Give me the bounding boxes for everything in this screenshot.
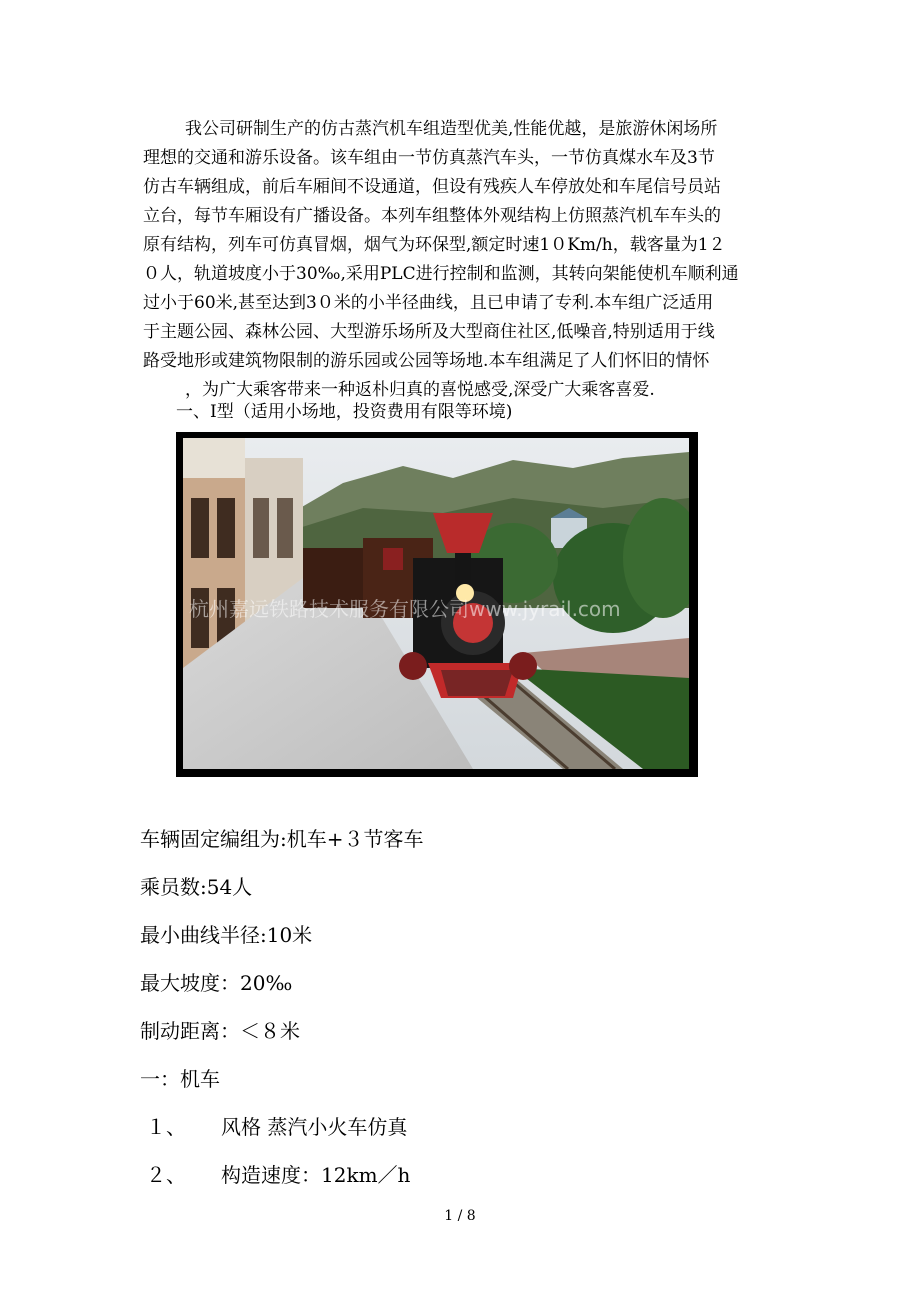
intro-line: 路受地形或建筑物限制的游乐园或公园等场地.本车组满足了人们怀旧的情怀	[143, 351, 710, 371]
list-item-number: ２、	[146, 1163, 186, 1187]
intro-line: 立台，每节车厢设有广播设备。本列车组整体外观结构上仿照蒸汽机车车头的	[143, 206, 721, 226]
spec-max-slope: 最大坡度：20‰	[140, 971, 293, 995]
spec-min-radius: 最小曲线半径:10米	[140, 923, 313, 947]
intro-line: 仿古车辆组成，前后车厢间不设通道，但设有残疾人车停放处和车尾信号员站	[143, 177, 721, 197]
locomotive-heading: 一：机车	[140, 1067, 220, 1091]
intro-line: 原有结构，列车可仿真冒烟，烟气为环保型,额定时速1０Km/h，载客量为1２	[143, 235, 726, 255]
train-photo-frame	[176, 432, 698, 777]
intro-line: ，为广大乘客带来一种返朴归真的喜悦感受,深受广大乘客喜爱.	[185, 380, 655, 400]
page-number: 1 / 8	[444, 1208, 476, 1224]
photo-watermark: 杭州嘉远铁路技术服务有限公司www.jyrail.com	[189, 597, 621, 621]
list-item-value: 构造速度：12km／h	[221, 1163, 411, 1187]
intro-line: 我公司研制生产的仿古蒸汽机车组造型优美,性能优越，是旅游休闲场所	[185, 119, 718, 139]
intro-paragraph	[143, 115, 783, 405]
list-item-number: １、	[146, 1115, 186, 1139]
spec-composition: 车辆固定编组为:机车+３节客车	[140, 827, 424, 851]
spec-brake-distance: 制动距离：＜８米	[140, 1019, 300, 1043]
steam-train-photo	[183, 438, 689, 769]
intro-line: 过小于60米,甚至达到3０米的小半径曲线，且已申请了专利.本车组广泛适用	[143, 293, 714, 313]
intro-line: 理想的交通和游乐设备。该车组由一节仿真蒸汽车头，一节仿真煤水车及3节	[143, 148, 715, 168]
intro-line: ０人，轨道坡度小于30‰,采用PLC进行控制和监测，其转向架能使机车顺利通	[143, 264, 739, 284]
spec-passengers: 乘员数:54人	[140, 875, 253, 899]
intro-line: 于主题公园、森林公园、大型游乐场所及大型商住社区,低噪音,特别适用于线	[143, 322, 715, 342]
section-heading-type-1: 一、I型（适用小场地，投资费用有限等环境)	[176, 402, 513, 422]
list-item-value: 风格 蒸汽小火车仿真	[221, 1115, 408, 1139]
